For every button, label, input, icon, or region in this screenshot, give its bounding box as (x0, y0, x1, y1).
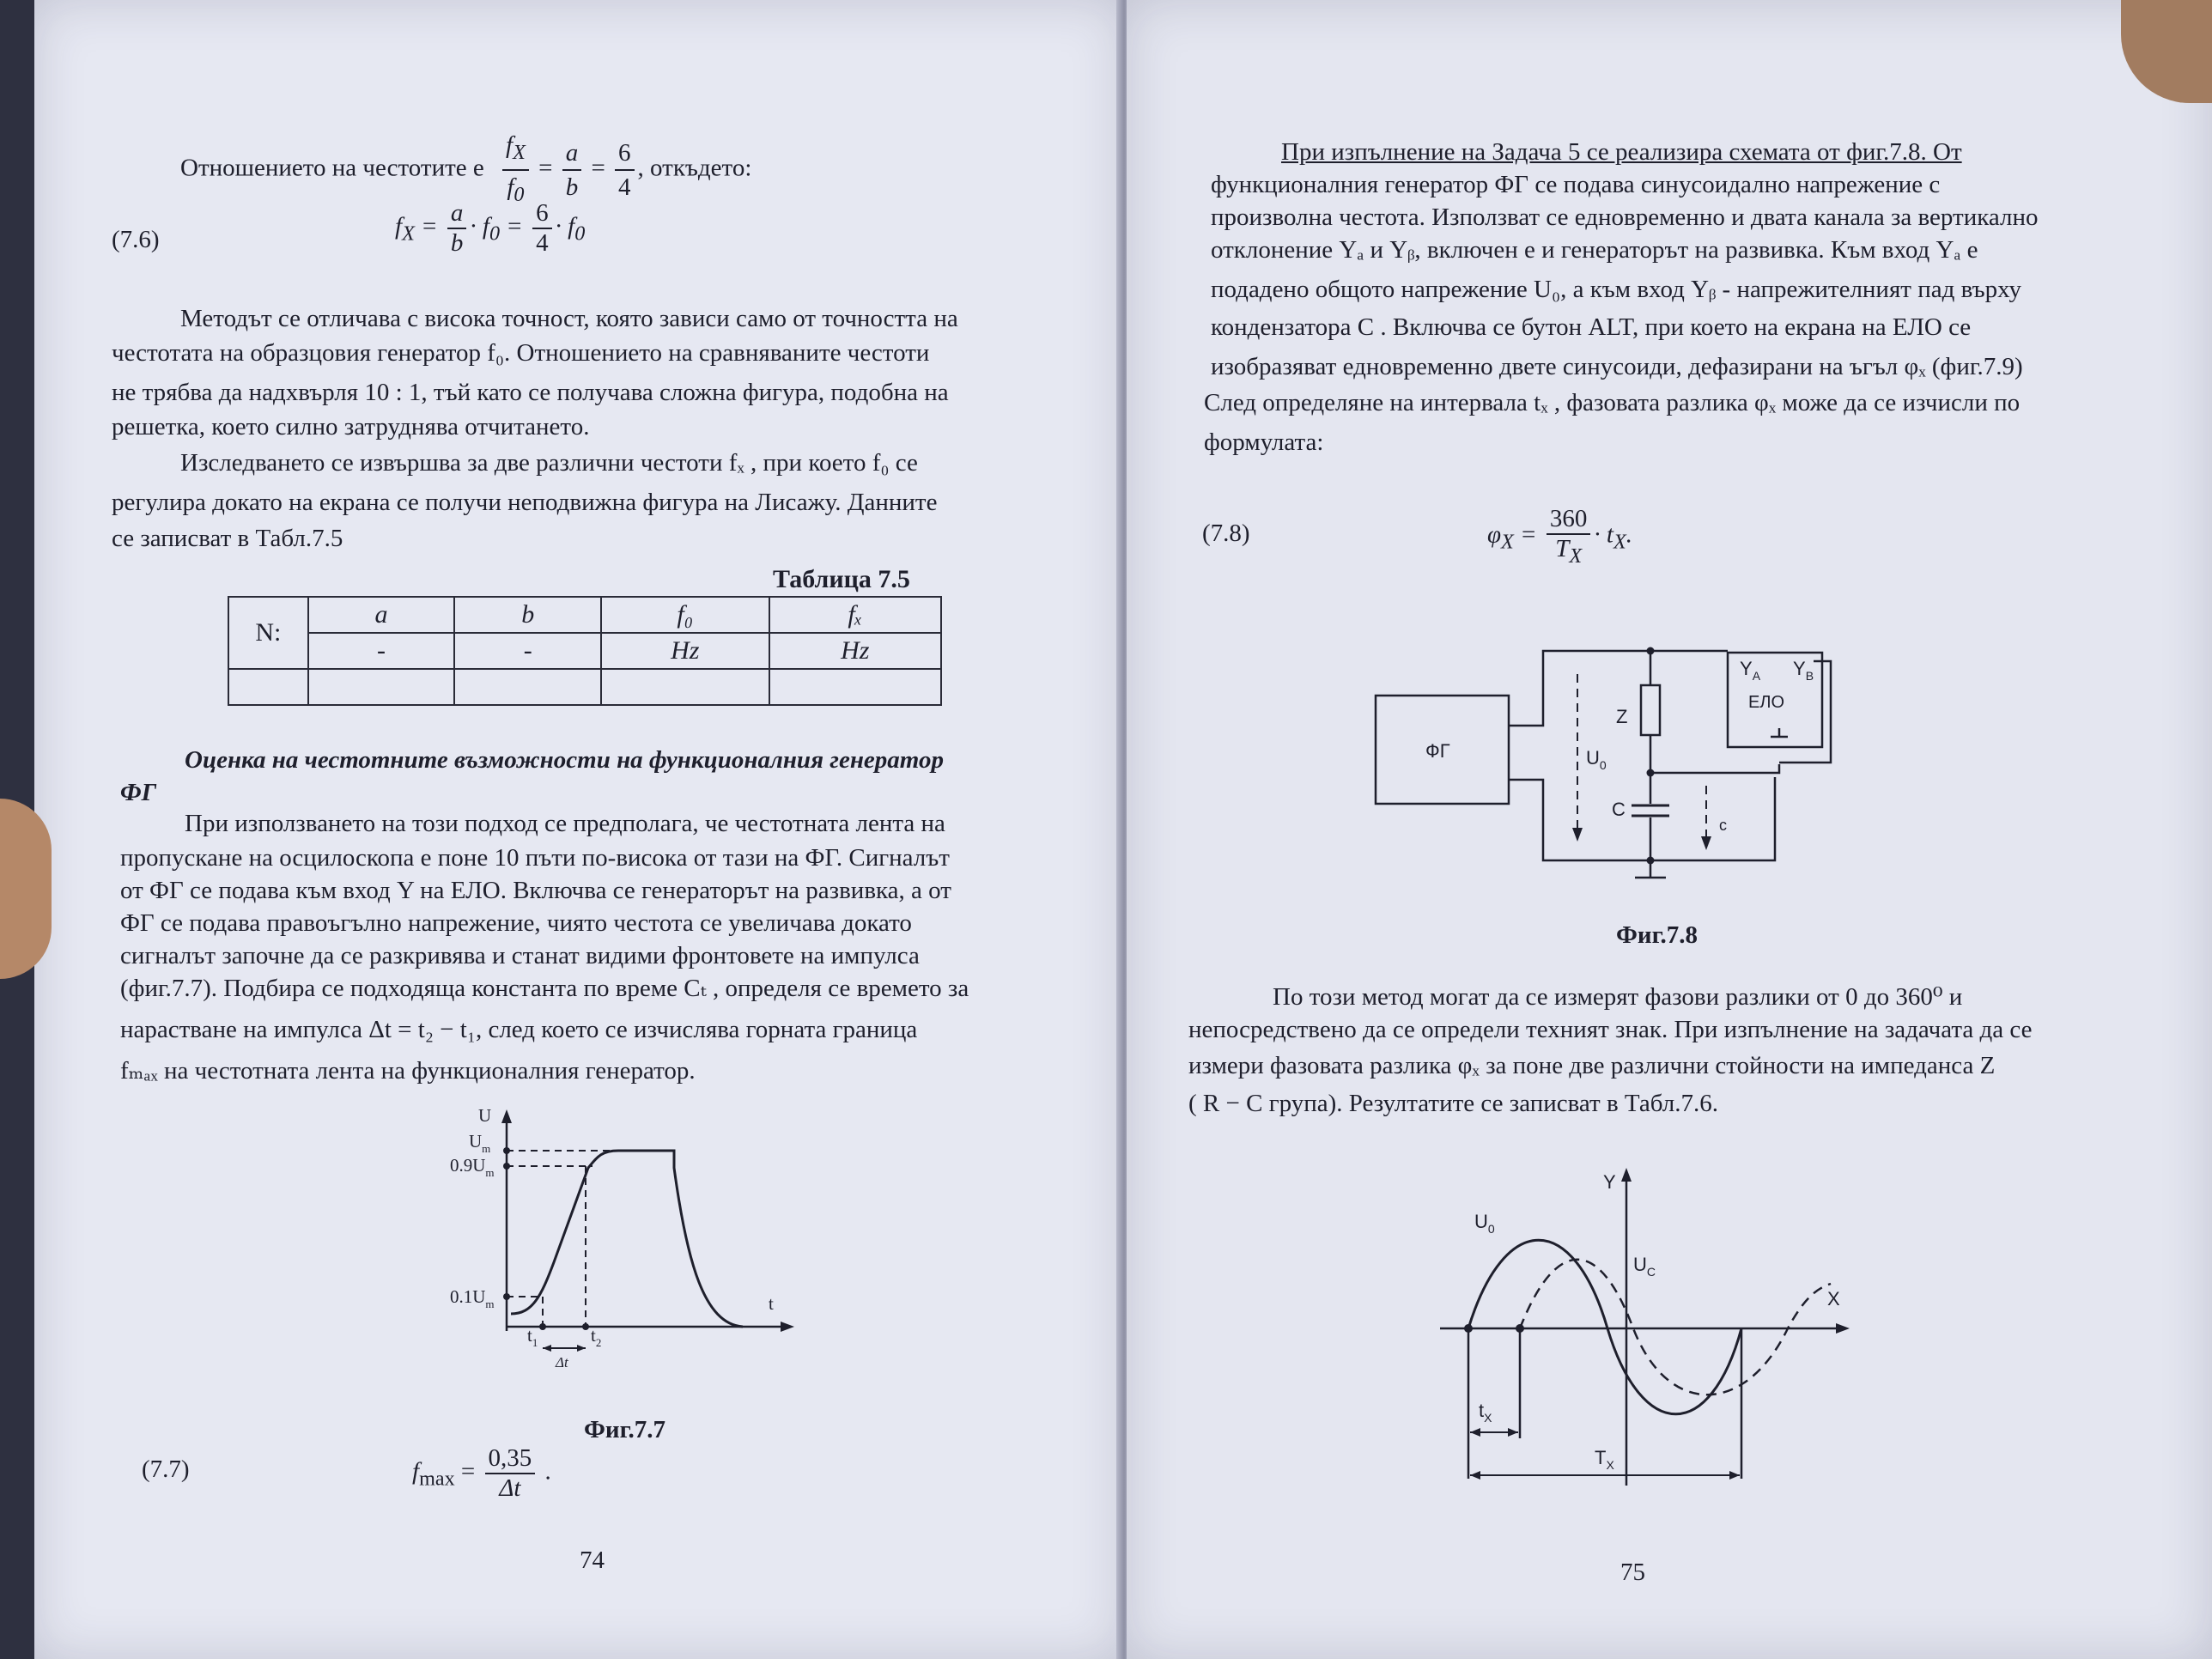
fig78-label-ya: $Y_A$ (1740, 658, 1761, 683)
fig79-curve-uc (1520, 1260, 1831, 1395)
table-unit-b: - (454, 633, 601, 669)
fig78-label-z: Z (1616, 706, 1628, 727)
thumb-holding-page (0, 799, 52, 979)
para3-line4: ФГ се подава правоъгълно напрежение, чиято честота се увеличава докато (120, 909, 912, 937)
figure-7-9 (1427, 1159, 1874, 1503)
table-7-5 (228, 596, 942, 706)
figure-7-8-caption: Фиг.7.8 (1616, 921, 1698, 949)
fig79-label-y: Y (1603, 1171, 1616, 1193)
para1-line2: честотата на образцовия генератор f₀. Отношението на сравняваните честоти (112, 339, 930, 367)
equation-7-6-label: (7.6) (112, 226, 160, 253)
figure-7-8 (1367, 635, 1951, 893)
r-para2-line1: По този метод могат да се измерят фазови разлики от 0 до 360⁰ и (1273, 983, 1963, 1011)
r-para1-line3: произволна честота. Използват се едновременно и двата канала за вертикално (1211, 204, 2039, 231)
equation-7-7: $f_{max}$ = $\frac{0,35}{\Delta t}$ . (412, 1444, 551, 1502)
page-75 (1127, 0, 2212, 1659)
table-row-header: N: (228, 597, 308, 669)
para1-line1: Методът се отличава с висока точност, която зависи само от точността на (180, 305, 958, 332)
table-unit-f0: Hz (601, 633, 769, 669)
fig79-label-tx: $t_X$ (1479, 1400, 1492, 1425)
equation-7-7-label: (7.7) (142, 1455, 190, 1483)
table-cell-empty (601, 669, 769, 705)
r-para2-line3: измери фазовата разлика φₓ за поне две различни стойности на импеданса Z (1188, 1052, 1996, 1079)
section-title: Оценка на честотните възможности на функционалния генератор (185, 746, 944, 774)
fig78-label-c-small: c (1719, 817, 1727, 834)
fig78-resistor-z (1641, 685, 1660, 735)
fig77-label-t1: $t_1$ (527, 1325, 538, 1349)
ratio-line: Отношението на честотите е $\frac{f_X}{f_0}$ = $\frac{a}{b}$ = $\frac{6}{4}$ , откъдето: (180, 129, 751, 211)
para3-line2: пропускане на осцилоскопа е поне 10 пъти по-висока от тази на ФГ. Сигналът (120, 844, 950, 872)
ratio-fraction-a-b: $\frac{a}{b}$ (562, 137, 582, 204)
fig77-label-um: $U_m$ (469, 1131, 491, 1155)
table-cell-empty (228, 669, 308, 705)
r-para1-line6: кондензатора C . Включва се бутон ALT, при което на екрана на ЕЛО се (1211, 313, 1972, 341)
ratio-tail: , откъдето: (637, 154, 752, 182)
r-para1-line2: функционалния генератор ФГ се подава синусоидално напрежение с (1211, 171, 1941, 198)
r-para2-line2: непосредствено да се определи техният знак. При изпълнение на задачата да се (1188, 1016, 2033, 1043)
fig78-label-c: C (1612, 799, 1626, 820)
fig79-label-Tx: $T_X$ (1595, 1447, 1614, 1472)
section-title-cont: ФГ (120, 779, 157, 806)
para1-line3: не трябва да надхвърля 10 : 1, тъй като се получава сложна фигура, подобна на (112, 379, 949, 406)
r-para2-line4: ( R − C група). Резултатите се записват в Табл.7.6. (1188, 1090, 1719, 1117)
fig78-label-fg: ФГ (1425, 740, 1450, 762)
fig77-label-u: U (478, 1105, 492, 1126)
table-col-fx: fₓ (769, 597, 941, 633)
para3-line6: (фиг.7.7). Подбира се подходяща константа по време Cₜ , определя се времето за (120, 975, 969, 1002)
fig77-label-t: t (769, 1293, 774, 1314)
fig79-curve-u0 (1468, 1240, 1741, 1414)
fig79-label-uc: $U_C$ (1633, 1254, 1656, 1279)
r-para1-line9: формулата: (1204, 428, 1324, 456)
fig78-label-elo: ЕЛО (1748, 693, 1785, 712)
r-para1-line5: подадено общото напрежение U₀, а към вход Yᵦ - напрежителният пад върху (1211, 276, 2021, 303)
fig79-label-u0: $U_0$ (1474, 1211, 1495, 1236)
para1-line4: решетка, което силно затруднява отчитането. (112, 413, 590, 441)
ratio-text: Отношението на честотите е (180, 154, 484, 182)
para3-line8: fₘₐₓ на честотната лента на функционалния генератор. (120, 1057, 696, 1085)
equation-7-8: $\varphi_X$ = $\frac{360}{T_X}$ · $t_X$. (1487, 505, 1632, 568)
para2-line2: регулира докато на екрана се получи неподвижна фигура на Лисажу. Данните (112, 489, 938, 516)
para3-line3: от ФГ се подава към вход Y на ЕЛО. Включва се генераторът на развивка, а от (120, 877, 951, 904)
page-74 (34, 0, 1123, 1659)
r-para1-line1: При изпълнение на Задача 5 се реализира схемата от фиг.7.8. От (1281, 138, 1962, 166)
table-col-f0: f₀ (601, 597, 769, 633)
table-unit-fx: Hz (769, 633, 941, 669)
fig78-label-u0: $U_0$ (1586, 747, 1607, 772)
figure-7-7 (395, 1099, 824, 1382)
equation-7-8-label: (7.8) (1202, 520, 1250, 547)
fig77-label-09um: $0.9U_m$ (450, 1155, 495, 1179)
para2-line3: се записват в Табл.7.5 (112, 525, 343, 552)
fig79-label-x: X (1827, 1288, 1840, 1310)
table-cell-empty (308, 669, 455, 705)
fig77-pulse-curve (511, 1151, 743, 1327)
ratio-fraction-fx-f0: $\frac{f_X}{f_0}$ (502, 129, 529, 211)
table-cell-empty (454, 669, 601, 705)
r-para1-line4: отклонение Yₐ и Yᵦ, включен е и генераторът на развивка. Към вход Yₐ е (1211, 236, 1978, 264)
ratio-fraction-6-4: $\frac{6}{4}$ (615, 137, 635, 204)
figure-7-7-caption: Фиг.7.7 (584, 1416, 666, 1443)
page-number-75: 75 (1620, 1559, 1645, 1586)
table-cell-empty (769, 669, 941, 705)
r-para1-line8: След определяне на интервала tₓ , фазовата разлика φₓ може да се изчисли по (1204, 389, 2021, 416)
fig77-label-t2: $t_2$ (591, 1325, 602, 1349)
table-unit-a: - (308, 633, 455, 669)
page-number-74: 74 (580, 1547, 605, 1574)
fig77-label-dt: Δt (556, 1354, 568, 1370)
equation-7-6: $f_X$ = $\frac{a}{b}$ · $f_0$ = $\frac{6}{4}$ · $f_0$ (395, 199, 586, 257)
r-para1-line7: изобразяват едновременно двете синусоиди, дефазирани на ъгъл φₓ (фиг.7.9) (1211, 353, 2023, 380)
para3-line1: При използването на този подход се предполага, че честотната лента на (185, 810, 945, 837)
table-col-b: b (454, 597, 601, 633)
para3-line5: сигналът започне да се разкривява и станат видими фронтовете на импулса (120, 942, 920, 969)
para3-line7: нарастване на импулса Δt = t₂ − t₁, след което се изчислява горната граница (120, 1016, 918, 1043)
para2-line1: Изследването се извършва за две различни честоти fₓ , при което f₀ се (180, 449, 918, 477)
table-7-5-title: Таблица 7.5 (773, 565, 910, 593)
fig77-label-01um: $0.1U_m$ (450, 1286, 495, 1310)
table-col-a: a (308, 597, 455, 633)
fig78-label-yb: $Y_B$ (1793, 658, 1814, 683)
